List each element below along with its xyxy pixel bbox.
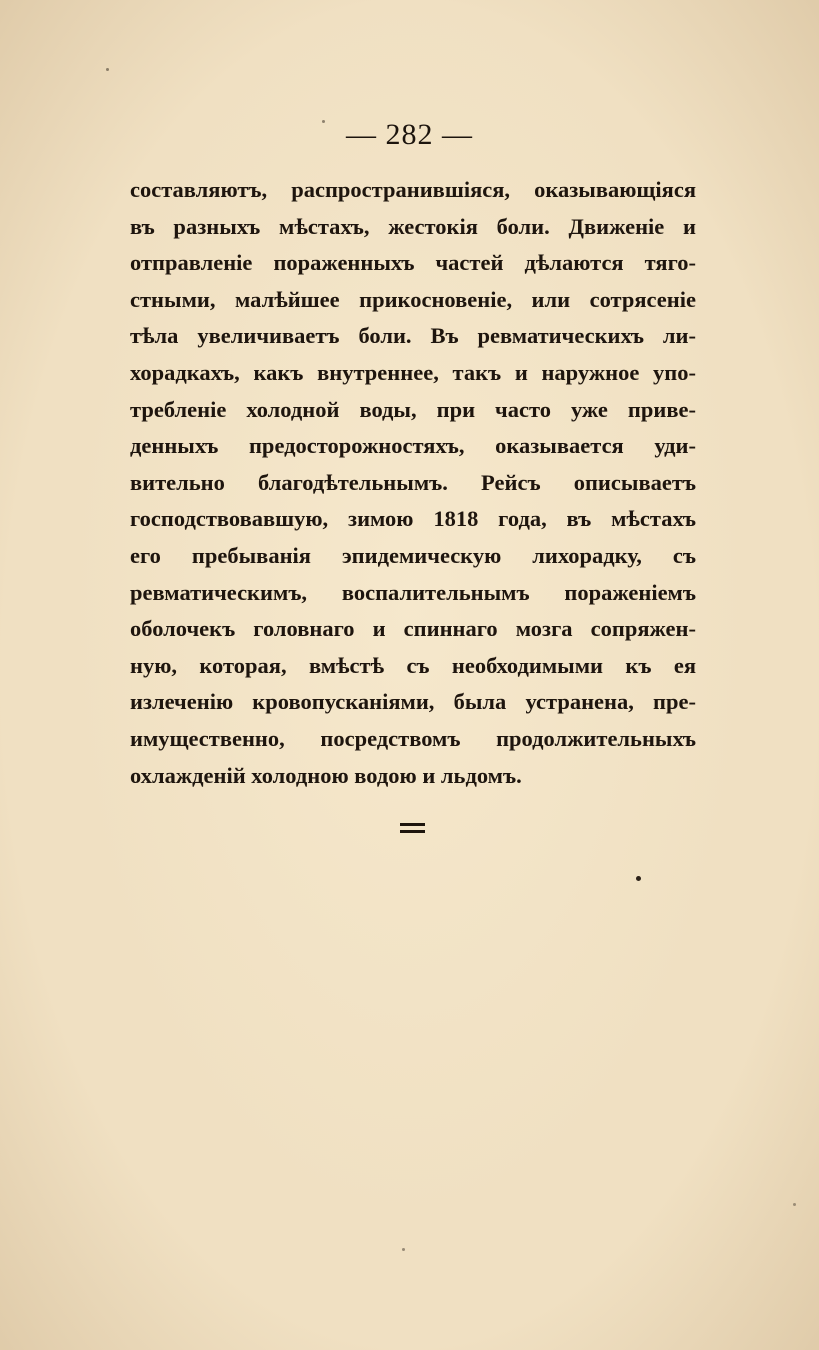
- text-line: хорадкахъ, какъ внутреннее, такъ и наружное упо-: [130, 359, 696, 385]
- section-separator: [400, 823, 425, 833]
- text-line: излеченію кровопусканіями, была устранена, пре-: [130, 689, 696, 715]
- paper-speck: [106, 68, 109, 71]
- text-line: составляютъ, распространившіяся, оказывающіяся: [130, 177, 696, 202]
- paper-speck: [322, 120, 325, 123]
- text-line: въ разныхъ мѣстахъ, жестокія боли. Движеніе и: [130, 213, 696, 239]
- text-line: отправленіе пораженныхъ частей дѣлаются тяго-: [130, 250, 696, 276]
- text-line: ную, которая, вмѣстѣ съ необходимыми къ ея: [130, 652, 696, 678]
- body-text: [130, 172, 696, 794]
- text-line: охлажденій холодною водою и льдомъ.: [130, 762, 522, 788]
- text-line: имущественно, посредствомъ продолжительныхъ: [130, 725, 696, 751]
- text-line: вительно благодѣтельнымъ. Рейсъ описываетъ: [130, 469, 696, 495]
- text-line: денныхъ предосторожностяхъ, оказывается уди-: [130, 433, 696, 459]
- separator-rule: [400, 823, 425, 826]
- text-line: оболочекъ головнаго и спиннаго мозга сопряжен-: [130, 616, 696, 642]
- text-line: ревматическимъ, воспалительнымъ пораженіемъ: [130, 579, 696, 605]
- text-line: господствовавшую, зимою 1818 года, въ мѣстахъ: [130, 506, 696, 532]
- paper-speck: [793, 1203, 796, 1206]
- page-number: — 282 —: [346, 118, 473, 151]
- text-line: его пребыванія эпидемическую лихорадку, съ: [130, 542, 696, 568]
- text-line: тѣла увеличиваетъ боли. Въ ревматическихъ ли-: [130, 323, 696, 349]
- paper-speck: [402, 1248, 405, 1251]
- text-line: стными, малѣйшее прикосновеніе, или сотрясеніе: [130, 286, 696, 312]
- text-line: требленіе холодной воды, при часто уже приве-: [130, 396, 696, 422]
- separator-rule: [400, 830, 425, 833]
- paper-speck: [636, 876, 641, 881]
